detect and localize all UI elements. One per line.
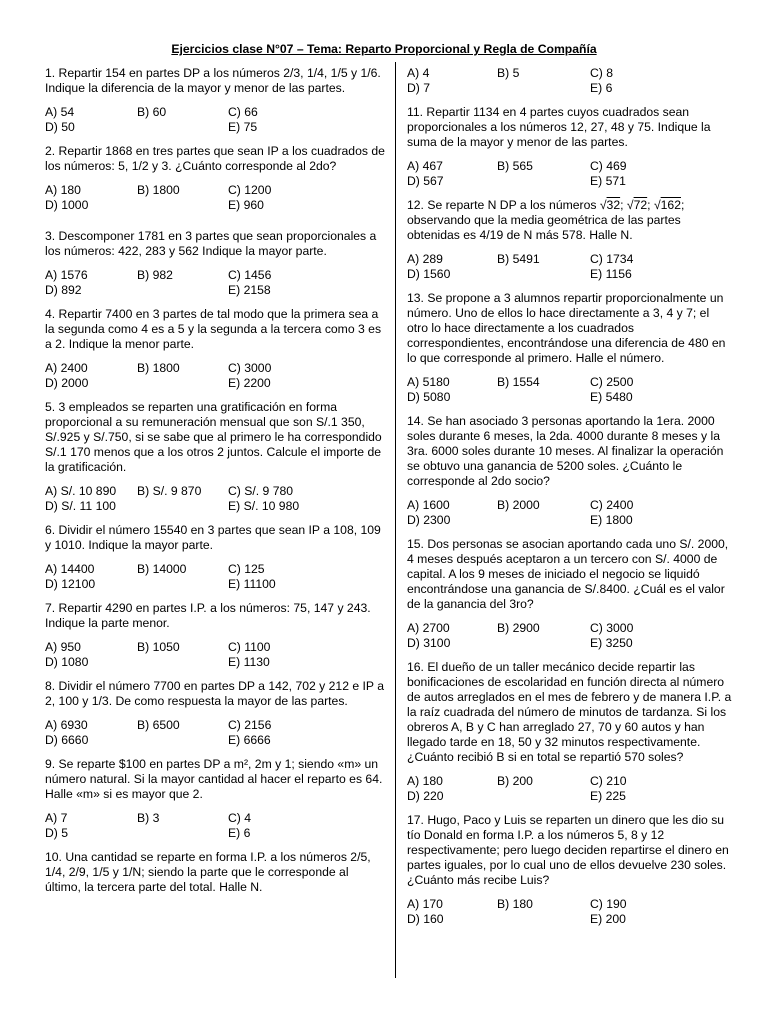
option-d: D) 1000 bbox=[45, 198, 89, 212]
option-b: B) 1800 bbox=[137, 183, 180, 197]
option-a: A) 180 bbox=[407, 774, 443, 788]
question-text bbox=[407, 198, 733, 243]
radicand-2: 72 bbox=[633, 198, 648, 212]
question-1 bbox=[45, 66, 385, 135]
answer-options bbox=[45, 718, 385, 748]
option-c: C) 210 bbox=[590, 774, 627, 788]
question-15 bbox=[407, 537, 733, 651]
question-14 bbox=[407, 414, 733, 528]
question-7 bbox=[45, 601, 385, 670]
option-d: D) 50 bbox=[45, 120, 75, 134]
question-text: 16. El dueño de un taller mecánico decide repartir las bonificaciones de escolaridad en función directa al número de autos arreglados en el mes de febrero y de manera I.P. a la raíz cuadrada del número de minutos de tardanza. Si los obreros A, B y C han arreglado 27, 70 y 60 autos y han llegado tarde en 18, 50 y 32 minutos respectivamente. ¿Cuánto recibió B si en total se repartió 570 soles? bbox=[407, 660, 732, 764]
question-9 bbox=[45, 757, 385, 841]
option-b: B) 565 bbox=[497, 159, 533, 173]
option-d: D) 5080 bbox=[407, 390, 451, 404]
question-text: 11. Repartir 1134 en 4 partes cuyos cuadrados sean proporcionales a los números 12, 27, 48 y 75. Indique la suma de la mayor y menor de las partes. bbox=[407, 105, 711, 149]
option-b: B) 6500 bbox=[137, 718, 180, 732]
option-b: B) 2000 bbox=[497, 498, 540, 512]
option-a: A) S/. 10 890 bbox=[45, 484, 117, 498]
option-d: D) 2300 bbox=[407, 513, 451, 527]
option-b: B) 3 bbox=[137, 811, 160, 825]
question-13 bbox=[407, 291, 733, 405]
option-e: E) 5480 bbox=[590, 390, 633, 404]
option-c: C) 1100 bbox=[228, 640, 271, 654]
option-d: D) 5 bbox=[45, 826, 69, 840]
question-text: 3. Descomponer 1781 en 3 partes que sean proporcionales a los números: 422, 283 y 562 Indique la mayor parte. bbox=[45, 229, 377, 258]
option-c: C) 2500 bbox=[590, 375, 634, 389]
question-3 bbox=[45, 229, 385, 298]
option-e: E) 225 bbox=[590, 789, 626, 803]
question-10 bbox=[45, 850, 385, 895]
option-c: C) 469 bbox=[590, 159, 627, 173]
option-c: C) 1200 bbox=[228, 183, 272, 197]
question-text-start: 12. Se reparte N DP a los números bbox=[407, 198, 600, 212]
question-text: 1. Repartir 154 en partes DP a los números 2/3, 1/4, 1/5 y 1/6. Indique la diferencia de la mayor y menor de las partes. bbox=[45, 66, 381, 95]
separator: ; bbox=[620, 198, 627, 212]
option-c: C) 2156 bbox=[228, 718, 272, 732]
answer-options bbox=[45, 361, 385, 391]
option-c: C) 3000 bbox=[228, 361, 272, 375]
answer-options bbox=[45, 811, 385, 841]
question-6 bbox=[45, 523, 385, 592]
option-c: C) 2400 bbox=[590, 498, 634, 512]
answer-options bbox=[407, 498, 733, 528]
option-e: E) 2158 bbox=[228, 283, 271, 297]
answer-options bbox=[407, 159, 733, 189]
option-b: B) S/. 9 870 bbox=[137, 484, 202, 498]
option-d: D) 12100 bbox=[45, 577, 96, 591]
column-divider bbox=[395, 62, 396, 978]
separator: ; bbox=[647, 198, 654, 212]
question-17 bbox=[407, 813, 733, 927]
option-e: E) 2200 bbox=[228, 376, 271, 390]
option-e: E) 1156 bbox=[590, 267, 632, 281]
option-a: A) 4 bbox=[407, 66, 430, 80]
question-text: 5. 3 empleados se reparten una gratificación en forma proporcional a su remuneración mensual que son S/.1 350, S/.925 y S/.750, si se sabe que al primero le ha correspondido S/.1 170 menos que a los otros 2 juntos. Calcule el importe de la gratificación. bbox=[45, 400, 382, 474]
option-e: E) 6 bbox=[590, 81, 613, 95]
option-a: A) 1600 bbox=[407, 498, 450, 512]
option-a: A) 950 bbox=[45, 640, 81, 654]
option-c: C) 125 bbox=[228, 562, 265, 576]
option-c: C) 1734 bbox=[590, 252, 634, 266]
option-d: D) 3100 bbox=[407, 636, 451, 650]
option-a: A) 170 bbox=[407, 897, 443, 911]
answer-options bbox=[45, 484, 385, 514]
option-e: E) 3250 bbox=[590, 636, 633, 650]
option-a: A) 5180 bbox=[407, 375, 450, 389]
answer-options bbox=[45, 268, 385, 298]
question-text: 2. Repartir 1868 en tres partes que sean IP a los cuadrados de los números: 5, 1/2 y 3. ¿Cuánto corresponde al 2do? bbox=[45, 144, 385, 173]
option-d: D) 6660 bbox=[45, 733, 89, 747]
option-d: D) 220 bbox=[407, 789, 444, 803]
option-e: E) 1130 bbox=[228, 655, 270, 669]
sqrt-symbol: √ bbox=[626, 198, 634, 212]
option-a: A) 2700 bbox=[407, 621, 450, 635]
question-text: 6. Dividir el número 15540 en 3 partes que sean IP a 108, 109 y 1010. Indique la mayor parte. bbox=[45, 523, 381, 552]
option-d: D) 7 bbox=[407, 81, 431, 95]
question-text: 8. Dividir el número 7700 en partes DP a 142, 702 y 212 e IP a 2, 100 y 1/3. De como respuesta la mayor de las partes. bbox=[45, 679, 384, 708]
option-c: C) 190 bbox=[590, 897, 627, 911]
option-b: B) 1050 bbox=[137, 640, 180, 654]
option-c: C) 1456 bbox=[228, 268, 272, 282]
question-text: 14. Se han asociado 3 personas aportando la 1era. 2000 soles durante 6 meses, la 2da. 4000 durante 8 meses y la 3ra. 6000 soles durante 10 meses. Al finalizar la operación se obtuvo una ganancia de 5200 soles. ¿Cuánto le corresponde al 2do socio? bbox=[407, 414, 724, 488]
right-column bbox=[407, 66, 733, 927]
answer-options bbox=[407, 375, 733, 405]
answer-options bbox=[45, 183, 385, 213]
answer-options bbox=[407, 774, 733, 804]
answer-options bbox=[45, 105, 385, 135]
question-11 bbox=[407, 105, 733, 189]
option-e: E) 200 bbox=[590, 912, 626, 926]
radicand-3: 162 bbox=[660, 198, 681, 212]
left-column bbox=[45, 66, 385, 895]
option-c: C) 66 bbox=[228, 105, 258, 119]
option-b: B) 5491 bbox=[497, 252, 540, 266]
option-e: E) 11100 bbox=[228, 577, 276, 591]
option-b: B) 14000 bbox=[137, 562, 187, 576]
option-e: E) 571 bbox=[590, 174, 626, 188]
option-b: B) 982 bbox=[137, 268, 173, 282]
option-a: A) 6930 bbox=[45, 718, 88, 732]
option-d: D) 160 bbox=[407, 912, 444, 926]
option-a: A) 467 bbox=[407, 159, 443, 173]
question-text: 17. Hugo, Paco y Luis se reparten un dinero que les dio su tío Donald en forma I.P. a los números 5, 8 y 12 respectivamente; pero luego deciden repartirse el dinero en partes iguales, por lo cual uno de ellos devuelve 230 soles. ¿Cuánto más recibe Luis? bbox=[407, 813, 729, 887]
option-b: B) 5 bbox=[497, 66, 520, 80]
option-a: A) 54 bbox=[45, 105, 75, 119]
answer-options-q10 bbox=[407, 66, 733, 96]
option-d: D) 892 bbox=[45, 283, 82, 297]
question-text: 7. Repartir 4290 en partes I.P. a los números: 75, 147 y 243. Indique la parte menor. bbox=[45, 601, 371, 630]
option-e: E) 75 bbox=[228, 120, 258, 134]
question-8 bbox=[45, 679, 385, 748]
question-text: 10. Una cantidad se reparte en forma I.P. a los números 2/5, 1/4, 2/9, 1/5 y 1/N; siendo la parte que le corresponde al último, la tercera parte del total. Halle N. bbox=[45, 850, 371, 894]
question-text: 4. Repartir 7400 en 3 partes de tal modo que la primera sea a la segunda como 4 es a 5 y la segunda a la tercera como 3 es a 2. Indique la menor parte. bbox=[45, 307, 382, 351]
option-a: A) 289 bbox=[407, 252, 443, 266]
question-4 bbox=[45, 307, 385, 391]
question-5 bbox=[45, 400, 385, 514]
question-text: 13. Se propone a 3 alumnos repartir proporcionalmente un número. Uno de ellos lo hace directamente a 3, 4 y 7; el otro lo hace directamente a los cuadrados correspondientes, encontrándose una diferencia de 480 en lo que corresponde al primero. Halle el número. bbox=[407, 291, 726, 365]
answer-options bbox=[407, 252, 733, 282]
question-text-end: ; observando que la media geométrica de las partes obtenidas es 4/19 de N más 578. Halle N. bbox=[407, 198, 685, 242]
option-a: A) 180 bbox=[45, 183, 81, 197]
option-c: C) 4 bbox=[228, 811, 252, 825]
option-a: A) 1576 bbox=[45, 268, 88, 282]
option-b: B) 1554 bbox=[497, 375, 540, 389]
option-a: A) 14400 bbox=[45, 562, 95, 576]
option-e: E) 6666 bbox=[228, 733, 271, 747]
answer-options bbox=[45, 640, 385, 670]
option-b: B) 1800 bbox=[137, 361, 180, 375]
option-c: C) S/. 9 780 bbox=[228, 484, 294, 498]
question-2 bbox=[45, 144, 385, 213]
answer-options bbox=[407, 621, 733, 651]
answer-options bbox=[45, 562, 385, 592]
option-d: D) 2000 bbox=[45, 376, 89, 390]
option-b: B) 180 bbox=[497, 897, 533, 911]
option-d: D) 1080 bbox=[45, 655, 89, 669]
option-b: B) 60 bbox=[137, 105, 167, 119]
option-c: C) 8 bbox=[590, 66, 614, 80]
sqrt-symbol: √ bbox=[653, 198, 661, 212]
option-e: E) S/. 10 980 bbox=[228, 499, 300, 513]
question-16 bbox=[407, 660, 733, 804]
option-d: D) S/. 11 100 bbox=[45, 499, 116, 513]
option-e: E) 6 bbox=[228, 826, 251, 840]
question-text: 9. Se reparte $100 en partes DP a m², 2m y 1; siendo «m» un número natural. Si la mayor cantidad al hacer el reparto es 64. Halle «m» si es mayor que 2. bbox=[45, 757, 383, 801]
page-title: Ejercicios clase N°07 – Tema: Reparto Proporcional y Regla de Compañía bbox=[171, 42, 597, 56]
option-b: B) 200 bbox=[497, 774, 533, 788]
radicand-1: 32 bbox=[606, 198, 621, 212]
option-e: E) 960 bbox=[228, 198, 264, 212]
sqrt-symbol: √ bbox=[599, 198, 607, 212]
option-e: E) 1800 bbox=[590, 513, 633, 527]
question-text: 15. Dos personas se asocian aportando cada uno S/. 2000, 4 meses después aceptaron a un tercero con S/. 4000 de capital. A los 9 meses de iniciado el negocio se liquidó encontrándose una ganancia de S/.8400. ¿Cuál es el valor de la ganancia del 3ro? bbox=[407, 537, 729, 611]
option-a: A) 7 bbox=[45, 811, 68, 825]
option-d: D) 567 bbox=[407, 174, 444, 188]
option-b: B) 2900 bbox=[497, 621, 540, 635]
question-12 bbox=[407, 198, 733, 282]
option-d: D) 1560 bbox=[407, 267, 451, 281]
option-c: C) 3000 bbox=[590, 621, 634, 635]
answer-options bbox=[407, 897, 733, 927]
option-a: A) 2400 bbox=[45, 361, 88, 375]
